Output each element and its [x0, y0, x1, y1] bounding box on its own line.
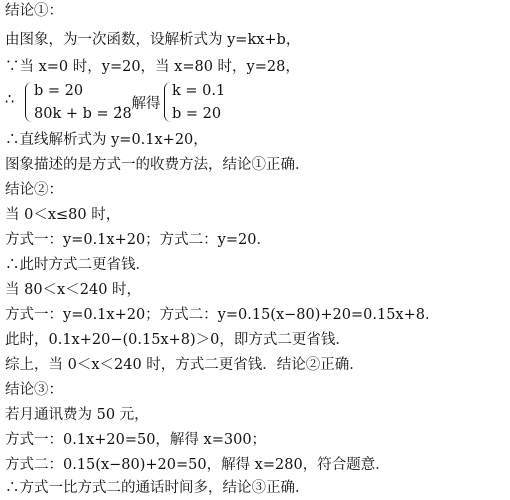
text-line: 方式一：y=0.1x+20；方式二：y=20． — [5, 232, 271, 248]
text-line: 此时，0.1x+20−(0.15x+8)＞0，即方式二更省钱． — [5, 332, 350, 348]
system-equation-1: b = 20 — [34, 83, 84, 99]
text-line: ∵当 x=0 时，y=20，当 x=80 时，y=28， — [5, 59, 300, 75]
text-line: 方式一：y=0.1x+20；方式二：y=0.15(x−80)+20=0.15x+8． — [5, 307, 440, 323]
text-line: 图象描述的是方式一的收费方法，结论①正确． — [5, 157, 310, 173]
left-brace-2 — [164, 82, 171, 122]
system-equation-2: 80k + b = 28 — [34, 106, 132, 122]
text-line: 方式一：0.1x+20=50，解得 x=300； — [5, 432, 267, 448]
text-line: 方式二：0.15(x−80)+20=50，解得 x=280，符合题意． — [5, 457, 390, 473]
text-line: ∴此时方式二更省钱． — [5, 257, 150, 273]
solve-word: ，解得 — [117, 96, 161, 112]
text-line: ∴直线解析式为 y=0.1x+20， — [5, 132, 208, 148]
text-line: 综上，当 0＜x＜240 时，方式二更省钱．结论②正确． — [5, 357, 364, 373]
text-line: 由图象，为一次函数，设解析式为 y=kx+b， — [5, 32, 301, 48]
therefore-symbol: ∴ — [5, 92, 15, 108]
solution-2: b = 20 — [172, 106, 222, 122]
left-brace-1 — [25, 82, 32, 122]
equation-system — [5, 79, 505, 125]
text-line: ∴方式一比方式二的通话时间多，结论③正确． — [5, 480, 310, 496]
text-line: 当 0＜x≤80 时， — [5, 207, 121, 223]
solution-1: k = 0.1 — [172, 83, 226, 99]
text-line: 若月通讯费为 50 元， — [5, 407, 149, 423]
text-line: 当 80＜x＜240 时， — [5, 282, 142, 298]
conclusion-3-heading: 结论③： — [5, 382, 63, 398]
conclusion-1-heading: 结论①： — [5, 3, 63, 19]
conclusion-2-heading: 结论②： — [5, 182, 63, 198]
